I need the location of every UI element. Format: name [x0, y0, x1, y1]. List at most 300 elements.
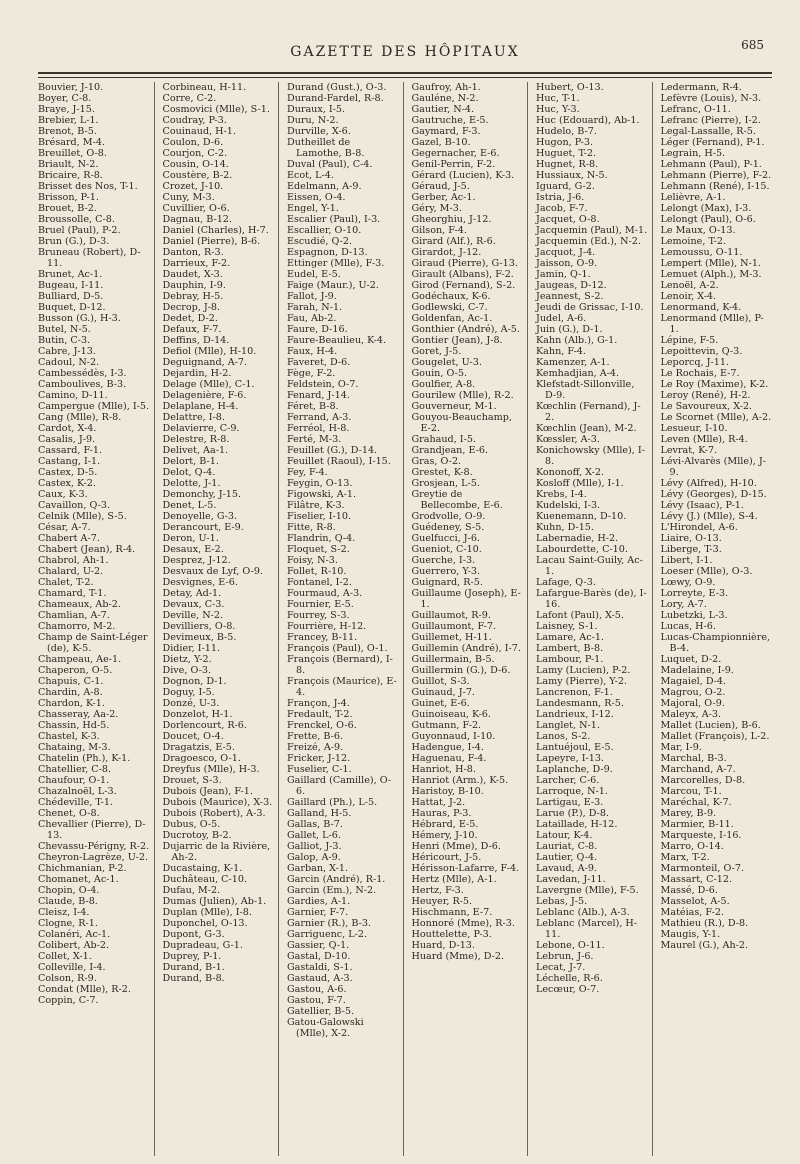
- index-entry: Huc, T-1.: [536, 93, 580, 104]
- index-entry: Delestre, R-8.: [162, 434, 230, 445]
- index-entry: Lévy (Georges), D-15.: [660, 489, 767, 500]
- index-entry: Casalis, J-9.: [38, 434, 96, 445]
- index-entry: Deffins, D-14.: [162, 335, 230, 346]
- index-entry: Delot, Q-4.: [162, 467, 216, 478]
- index-entry: Marey, B-9.: [660, 808, 717, 819]
- index-entry: Guillaumot, R-9.: [411, 610, 491, 621]
- index-entry: Gras, O-2.: [411, 456, 462, 467]
- index-entry: Dognon, D-1.: [162, 676, 227, 687]
- index-entry: Fontanel, I-2.: [287, 577, 352, 588]
- index-entry: Legal-Lassalle, R-5.: [660, 126, 756, 137]
- index-entry: Hébrard, E-5.: [411, 819, 479, 830]
- index-entry: Henri (Mme), D-6.: [411, 841, 501, 852]
- index-entry: Madelaine, I-9.: [660, 665, 734, 676]
- index-entry: Fenard, J-14.: [287, 390, 350, 401]
- index-entry: Huc, Y-3.: [536, 104, 580, 115]
- index-entry: Lefranc (Pierre), I-2.: [660, 115, 761, 126]
- index-entry: Françon, J-4.: [287, 698, 350, 709]
- index-entry: Leblanc (Alb.), A-3.: [536, 907, 630, 918]
- index-entry: Dutheillet de Lamothe, B-8.: [287, 137, 365, 159]
- index-entry: Maréchal, K-7.: [660, 797, 732, 808]
- index-entry: Lelièvre, A-1.: [660, 192, 726, 203]
- index-entry: Fuselier, C-1.: [287, 764, 352, 775]
- index-entry: Broussolle, C-8.: [38, 214, 115, 225]
- index-entry: Huard (Mme), D-2.: [411, 951, 504, 962]
- index-entry: Liberge, T-3.: [660, 544, 722, 555]
- index-entry: Delivet, Aa-1.: [162, 445, 229, 456]
- index-entry: Castang, I-1.: [38, 456, 101, 467]
- index-entry: Chassin, Hd-5.: [38, 720, 110, 731]
- index-entry: Didier, I-11.: [162, 643, 221, 654]
- index-entry: Gautruche, E-5.: [411, 115, 489, 126]
- index-entry: Clogne, R-1.: [38, 918, 98, 929]
- index-entry: Devaux, C-3.: [162, 599, 225, 610]
- index-entry: Danton, R-3.: [162, 247, 224, 258]
- index-entry: Lévi-Alvarès (Mlle), J-9.: [660, 456, 766, 478]
- index-entry: Frenckel, O-6.: [287, 720, 357, 731]
- index-entry: Chabert (Jean), R-4.: [38, 544, 136, 555]
- index-entry: Grandjean, E-6.: [411, 445, 489, 456]
- index-entry: Hertz (Mlle), A-1.: [411, 874, 497, 885]
- index-entry: Chamorro, M-2.: [38, 621, 116, 632]
- index-entry: Bricaire, R-8.: [38, 170, 103, 181]
- index-entry: Guinet, E-6.: [411, 698, 470, 709]
- index-entry: Lafargue-Barès (de), I-16.: [536, 588, 647, 610]
- index-entry: Mathieu (R.), D-8.: [660, 918, 749, 929]
- index-entry: Cousin, O-14.: [162, 159, 229, 170]
- index-entry: Camboulives, B-3.: [38, 379, 127, 390]
- index-entry: Lamare, Ac-1.: [536, 632, 604, 643]
- index-entry: Langlet, N-1.: [536, 720, 600, 731]
- index-entry: Lavergne (Mlle), F-5.: [536, 885, 639, 896]
- index-entry: Lorreyte, E-3.: [660, 588, 729, 599]
- index-entry: Garnier (R.), B-3.: [287, 918, 372, 929]
- index-entry: Foisy, N-3.: [287, 555, 338, 566]
- index-entry: Leblanc (Marcel), H-11.: [536, 918, 638, 940]
- index-entry: Lecœur, O-7.: [536, 984, 600, 995]
- index-entry: Marchand, A-7.: [660, 764, 736, 775]
- index-entry: Gatou-Galowski (Mlle), X-2.: [287, 1017, 364, 1039]
- index-entry: Devilliers, O-8.: [162, 621, 236, 632]
- index-entry: Lavedan, J-11.: [536, 874, 606, 885]
- index-entry: Farah, N-1.: [287, 302, 343, 313]
- index-entry: Gegernacher, E-6.: [411, 148, 500, 159]
- index-entry: Bruel (Paul), P-2.: [38, 225, 121, 236]
- index-entry: Bulliard, D-5.: [38, 291, 104, 302]
- index-entry: Gatellier, B-5.: [287, 1006, 355, 1017]
- index-entry: Kahn (Alb.), G-1.: [536, 335, 618, 346]
- index-entry: Lamy (Pierre), Y-2.: [536, 676, 627, 687]
- index-entry: Kœssler, A-3.: [536, 434, 600, 445]
- index-entry: Chabrol, Ah-1.: [38, 555, 109, 566]
- index-entry: Leroy (René), H-2.: [660, 390, 751, 401]
- index-entry: Caux, K-3.: [38, 489, 88, 500]
- index-entry: Heuyer, R-5.: [411, 896, 473, 907]
- index-entry: Breuillet, O-8.: [38, 148, 107, 159]
- index-entry: Dubois (Jean), F-1.: [162, 786, 253, 797]
- index-entry: Grosjean, L-5.: [411, 478, 480, 489]
- index-entry: Marmier, B-11.: [660, 819, 734, 830]
- index-entry: Gouyou-Beauchamp, E-2.: [411, 412, 512, 434]
- index-entry: Lépine, F-5.: [660, 335, 719, 346]
- index-entry: Lebrun, J-6.: [536, 951, 594, 962]
- index-entry: Lory, A-7.: [660, 599, 707, 610]
- index-entry: Haristoy, B-10.: [411, 786, 484, 797]
- index-entry: Maleyx, A-3.: [660, 709, 722, 720]
- index-entry: Lancrenon, F-1.: [536, 687, 613, 698]
- index-entry: Brunet, Ac-1.: [38, 269, 103, 280]
- index-entry: Ducrotoy, B-2.: [162, 830, 232, 841]
- index-entry: Guerrero, Y-3.: [411, 566, 481, 577]
- index-entry: Gérard (Lucien), K-3.: [411, 170, 515, 181]
- index-entry: Majoral, O-9.: [660, 698, 725, 709]
- index-entry: Gaillard (Ph.), L-5.: [287, 797, 378, 808]
- index-entry: Hugon, P-3.: [536, 137, 594, 148]
- index-entry: Cheyron-Lagrèze, U-2.: [38, 852, 149, 863]
- index-entry: Cassard, F-1.: [38, 445, 103, 456]
- index-entry: Brisset des Nos, T-1.: [38, 181, 138, 192]
- index-entry: Claude, B-8.: [38, 896, 98, 907]
- index-entry: Klefstadt-Sillonville, D-9.: [536, 379, 635, 401]
- index-entry: L'Hirondel, A-6.: [660, 522, 738, 533]
- index-entry: Giraud (Pierre), G-13.: [411, 258, 518, 269]
- index-entry: Lempert (Mlle), N-1.: [660, 258, 761, 269]
- index-entry: Lautier, Q-4.: [536, 852, 598, 863]
- index-entry: Laplanche, D-9.: [536, 764, 613, 775]
- index-entry: Dujarric de la Rivière, Ah-2.: [162, 841, 271, 863]
- index-entry: Escudié, Q-2.: [287, 236, 353, 247]
- index-entry: Kœchlin (Jean), M-2.: [536, 423, 637, 434]
- index-entry: Fiselier, I-10.: [287, 511, 352, 522]
- index-entry: Lepoittevin, Q-3.: [660, 346, 743, 357]
- index-entry: Lantuéjoul, E-5.: [536, 742, 614, 753]
- index-entry: Ecot, L-4.: [287, 170, 334, 181]
- index-entry: Lacau Saint-Guily, Ac-1.: [536, 555, 643, 577]
- index-entry: Hudelo, B-7.: [536, 126, 597, 137]
- index-entry: Cardot, X-4.: [38, 423, 97, 434]
- index-entry: Jacquemin (Ed.), N-2.: [536, 236, 641, 247]
- index-entry: Ettinger (Mlle), F-3.: [287, 258, 385, 269]
- index-entry: Chamlian, A-7.: [38, 610, 110, 621]
- index-entry: Lesueur, I-10.: [660, 423, 728, 434]
- index-entry: Lataillade, H-12.: [536, 819, 618, 830]
- index-entry: Istria, J-6.: [536, 192, 585, 203]
- index-entry: Dreyfus (Mlle), H-3.: [162, 764, 260, 775]
- index-entry: Desaux, E-2.: [162, 544, 224, 555]
- index-entry: Gazel, B-10.: [411, 137, 471, 148]
- index-entry: Godéchaux, K-6.: [411, 291, 491, 302]
- index-entry: Kamenzer, A-1.: [536, 357, 610, 368]
- index-entry: Daudet, X-3.: [162, 269, 223, 280]
- index-entry: Marcorelles, D-8.: [660, 775, 746, 786]
- index-entry: Filâtre, K-3.: [287, 500, 345, 511]
- index-entry: Corre, C-2.: [162, 93, 217, 104]
- index-entry: Haguenau, F-4.: [411, 753, 487, 764]
- index-entry: Delage (Mlle), C-1.: [162, 379, 255, 390]
- index-entry: Libert, I-1.: [660, 555, 713, 566]
- index-entry: Féret, B-8.: [287, 401, 339, 412]
- index-entry: Lehmann (Paul), P-1.: [660, 159, 762, 170]
- index-entry: Durand-Fardel, R-8.: [287, 93, 384, 104]
- index-entry: Doucet, O-4.: [162, 731, 224, 742]
- index-entry: Mallet (Lucien), B-6.: [660, 720, 761, 731]
- index-entry: Darrieux, F-2.: [162, 258, 231, 269]
- index-entry: Le Savoureux, X-2.: [660, 401, 753, 412]
- index-entry: Lenoël, A-2.: [660, 280, 719, 291]
- index-entry: Dietz, Y-2.: [162, 654, 212, 665]
- index-entry: Garban, X-1.: [287, 863, 348, 874]
- index-entry: Genil-Perrin, F-2.: [411, 159, 496, 170]
- index-entry: Héricourt, J-5.: [411, 852, 482, 863]
- index-entry: Chameaux, Ab-2.: [38, 599, 121, 610]
- index-entry: Luquet, D-2.: [660, 654, 722, 665]
- index-entry: Gassier, Q-1.: [287, 940, 350, 951]
- index-entry: Gouin, O-5.: [411, 368, 468, 379]
- header-rule-thin: [38, 77, 772, 78]
- index-entry: Landesmann, R-5.: [536, 698, 624, 709]
- index-entry: Huguet, T-2.: [536, 148, 597, 159]
- index-entry: Guelfucci, J-6.: [411, 533, 480, 544]
- index-entry: Hubert, O-13.: [536, 82, 604, 93]
- index-entry: Bugeau, I-11.: [38, 280, 104, 291]
- index-entry: Jamin, Q-1.: [536, 269, 591, 280]
- index-entry: Champ de Saint-Léger (de), K-5.: [38, 632, 148, 654]
- index-entry: François (Maurice), E-4.: [287, 676, 397, 698]
- index-entry: Maurel (G.), Ah-2.: [660, 940, 749, 951]
- index-entry: Colibert, Ab-2.: [38, 940, 110, 951]
- index-entry: Feuillet (G.), D-14.: [287, 445, 378, 456]
- index-entry: Lemoussu, O-11.: [660, 247, 743, 258]
- index-entry: Goulfier, A-8.: [411, 379, 476, 390]
- index-entry: Chatelin (Ph.), K-1.: [38, 753, 131, 764]
- index-entry: Hugnet, R-8.: [536, 159, 599, 170]
- index-entry: Frette, B-6.: [287, 731, 344, 742]
- index-entry: Godlewski, C-7.: [411, 302, 488, 313]
- index-entry: François (Bernard), I-8.: [287, 654, 393, 676]
- index-entry: Fourrey, S-3.: [287, 610, 350, 621]
- index-entry: Gauléne, N-2.: [411, 93, 479, 104]
- index-entry: Garcin (André), R-1.: [287, 874, 386, 885]
- index-entry: Fournier, E-5.: [287, 599, 354, 610]
- index-entry: Kononoff, X-2.: [536, 467, 605, 478]
- index-entry: Mallet (François), L-2.: [660, 731, 770, 742]
- index-entry: Iguard, G-2.: [536, 181, 595, 192]
- index-entry: Bouvier, J-10.: [38, 82, 104, 93]
- index-entry: Escalier (Paul), I-3.: [287, 214, 381, 225]
- index-entry: Duraux, I-5.: [287, 104, 346, 115]
- index-entry: Garnier, F-7.: [287, 907, 349, 918]
- index-entry: Massart, C-12.: [660, 874, 732, 885]
- index-entry: Galliot, J-3.: [287, 841, 342, 852]
- index-entry: Colson, R-9.: [38, 973, 97, 984]
- index-entry: Cuvillier, O-6.: [162, 203, 230, 214]
- index-entry: Gueniot, C-10.: [411, 544, 482, 555]
- index-entry: Lévy (J.) (Mlle), S-4.: [660, 511, 758, 522]
- index-entry: Jacob, F-7.: [536, 203, 588, 214]
- index-entry: Duplan (Mlle), I-8.: [162, 907, 252, 918]
- index-entry: Hérisson-Lafarre, F-4.: [411, 863, 520, 874]
- index-entry: Colanéri, Ac-1.: [38, 929, 111, 940]
- index-entry: Le Maux, O-13.: [660, 225, 736, 236]
- index-entry: Gastaud, A-3.: [287, 973, 353, 984]
- index-entry: Kosloff (Mlle), I-1.: [536, 478, 624, 489]
- index-entry: Gheorghiu, J-12.: [411, 214, 492, 225]
- index-entry: Lehmann (René), I-15.: [660, 181, 770, 192]
- index-entry: Chardon, K-1.: [38, 698, 105, 709]
- index-entry: Celnik (Mlle), S-5.: [38, 511, 127, 522]
- index-entry: Gastal, D-10.: [287, 951, 351, 962]
- page-number: 685: [741, 38, 764, 52]
- index-entry: Liaire, O-13.: [660, 533, 722, 544]
- index-entry: Leven (Mlle), R-4.: [660, 434, 748, 445]
- index-entry: Ledermann, R-4.: [660, 82, 742, 93]
- index-entry: Cavaillon, Q-3.: [38, 500, 111, 511]
- index-entry: Dive, O-3.: [162, 665, 212, 676]
- index-entry: Lœwy, O-9.: [660, 577, 716, 588]
- index-entry: Chevallier (Pierre), D-13.: [38, 819, 146, 841]
- index-entry: Jacquot, J-4.: [536, 247, 596, 258]
- index-entry: Lévy (Isaac), P-1.: [660, 500, 744, 511]
- index-entry: Dejardin, H-2.: [162, 368, 232, 379]
- index-entry: Duval (Paul), C-4.: [287, 159, 373, 170]
- index-entry: Brisson, P-1.: [38, 192, 99, 203]
- index-entry: Jeudi de Grissac, I-10.: [536, 302, 644, 313]
- index-entry: Cadoul, N-2.: [38, 357, 100, 368]
- index-entry: Gontier (Jean), J-8.: [411, 335, 503, 346]
- index-entry: Courjon, C-2.: [162, 148, 228, 159]
- index-entry: Deville, N-2.: [162, 610, 224, 621]
- index-entry: Brenot, B-5.: [38, 126, 97, 137]
- index-entry: Lauriat, C-8.: [536, 841, 598, 852]
- index-entry: Larue (P.), D-8.: [536, 808, 609, 819]
- index-entry: Cabre, J-13.: [38, 346, 96, 357]
- index-entry: Lenormand, K-4.: [660, 302, 742, 313]
- index-entry: Chasseray, Aa-2.: [38, 709, 119, 720]
- index-entry: Fourmaud, A-3.: [287, 588, 363, 599]
- index-entry: Massé, D-6.: [660, 885, 718, 896]
- index-entry: Brouet, B-2.: [38, 203, 97, 214]
- index-entry: Lavaud, A-9.: [536, 863, 597, 874]
- index-entry: Guillaume (Joseph), E-1.: [411, 588, 521, 610]
- index-entry: Castex, D-5.: [38, 467, 98, 478]
- index-entry: Chardin, A-8.: [38, 687, 103, 698]
- index-entry: Gutmann, F-2.: [411, 720, 482, 731]
- index-entry: Magaiel, D-4.: [660, 676, 727, 687]
- index-column-1: [38, 82, 155, 1156]
- index-entry: Latour, K-4.: [536, 830, 593, 841]
- index-entry: Le Roy (Maxime), K-2.: [660, 379, 769, 390]
- index-entry: Girard (Alf.), R-6.: [411, 236, 496, 247]
- index-entry: Deguignand, A-7.: [162, 357, 248, 368]
- index-entry: Hadengue, I-4.: [411, 742, 484, 753]
- index-entry: Greytie de Bellecombe, E-6.: [411, 489, 503, 511]
- index-entry: Butel, N-5.: [38, 324, 91, 335]
- index-entry: Géraud, J-5.: [411, 181, 470, 192]
- index-entry: César, A-7.: [38, 522, 91, 533]
- index-entry: Chopin, O-4.: [38, 885, 100, 896]
- index-entry: Lubetzki, L-3.: [660, 610, 728, 621]
- index-entry: Fredault, T-2.: [287, 709, 353, 720]
- index-entry: Brun (G.), D-3.: [38, 236, 110, 247]
- index-entry: Flandrin, Q-4.: [287, 533, 356, 544]
- index-entry: Honnoré (Mme), R-3.: [411, 918, 515, 929]
- index-entry: Boyer, C-8.: [38, 93, 92, 104]
- index-entry: Coustère, B-2.: [162, 170, 233, 181]
- index-entry: Camino, D-11.: [38, 390, 108, 401]
- index-entry: Jaugeas, D-12.: [536, 280, 607, 291]
- index-entry: Guinoiseau, K-6.: [411, 709, 491, 720]
- index-entry: Duru, N-2.: [287, 115, 339, 126]
- index-entry: Lelongt (Max), I-3.: [660, 203, 752, 214]
- index-entry: Chichmanian, P-2.: [38, 863, 127, 874]
- index-entry: Kemhadjian, A-4.: [536, 368, 620, 379]
- index-entry: Houttelette, P-3.: [411, 929, 492, 940]
- index-entry: Grodvolle, O-9.: [411, 511, 486, 522]
- index-entry: Le Rochais, E-7.: [660, 368, 740, 379]
- index-entry: Cambessédès, I-3.: [38, 368, 127, 379]
- index-entry: Eissen, O-4.: [287, 192, 346, 203]
- index-entry: Delavierre, C-9.: [162, 423, 240, 434]
- index-entry: Gaufroy, Ah-1.: [411, 82, 481, 93]
- index-entry: Lafage, Q-3.: [536, 577, 596, 588]
- index-entry: Deron, U-1.: [162, 533, 219, 544]
- index-entry: Guillaumont, F-7.: [411, 621, 497, 632]
- index-entry: Buquet, D-12.: [38, 302, 106, 313]
- index-entry: Matéias, F-2.: [660, 907, 725, 918]
- index-entry: Gonthier (André), A-5.: [411, 324, 520, 335]
- index-entry: Butin, C-3.: [38, 335, 91, 346]
- index-entry: Duchâteau, C-10.: [162, 874, 248, 885]
- index-entry: Brebier, L-1.: [38, 115, 99, 126]
- index-entry: Hertz, F-3.: [411, 885, 464, 896]
- index-entry: Coudray, P-3.: [162, 115, 227, 126]
- index-entry: Defaux, F-7.: [162, 324, 222, 335]
- index-entry: Chastel, K-3.: [38, 731, 100, 742]
- index-entry: Chaufour, O-1.: [38, 775, 110, 786]
- index-entry: Chalard, U-2.: [38, 566, 104, 577]
- index-entry: Condat (Mlle), R-2.: [38, 984, 131, 995]
- index-entry: Guyonnaud, I-10.: [411, 731, 496, 742]
- index-entry: Donzé, U-3.: [162, 698, 220, 709]
- index-entry: Hanriot (Arm.), K-5.: [411, 775, 509, 786]
- index-entry: Gautier, N-4.: [411, 104, 475, 115]
- index-entry: Lemoine, T-2.: [660, 236, 727, 247]
- index-entry: Chazalnoël, L-3.: [38, 786, 117, 797]
- index-entry: Kœchlin (Fernand), J-2.: [536, 401, 641, 423]
- index-entry: Lebas, J-5.: [536, 896, 588, 907]
- index-entry: Dragoesco, O-1.: [162, 753, 241, 764]
- index-entry: Lartigau, E-3.: [536, 797, 604, 808]
- index-entry: Masselot, A-5.: [660, 896, 730, 907]
- index-entry: Gastou, F-7.: [287, 995, 346, 1006]
- index-entry: Bruneau (Robert), D-11.: [38, 247, 141, 269]
- index-entry: Defiol (Mlle), H-10.: [162, 346, 257, 357]
- index-entry: Devimeux, B-5.: [162, 632, 237, 643]
- index-entry: Eudel, E-5.: [287, 269, 341, 280]
- index-entry: Collet, X-1.: [38, 951, 92, 962]
- index-entry: Magrou, O-2.: [660, 687, 726, 698]
- index-entry: Cleisz, I-4.: [38, 907, 90, 918]
- index-column-3: [279, 82, 404, 1156]
- index-entry: Gardies, A-1.: [287, 896, 351, 907]
- index-entry: Kuhn, D-15.: [536, 522, 594, 533]
- index-entry: Escallier, O-10.: [287, 225, 362, 236]
- index-entry: Marro, O-14.: [660, 841, 724, 852]
- index-entry: Dagnau, B-12.: [162, 214, 232, 225]
- index-entry: Delaplane, H-4.: [162, 401, 239, 412]
- index-entry: Levrat, K-7.: [660, 445, 718, 456]
- index-entry: Chatellier, C-8.: [38, 764, 112, 775]
